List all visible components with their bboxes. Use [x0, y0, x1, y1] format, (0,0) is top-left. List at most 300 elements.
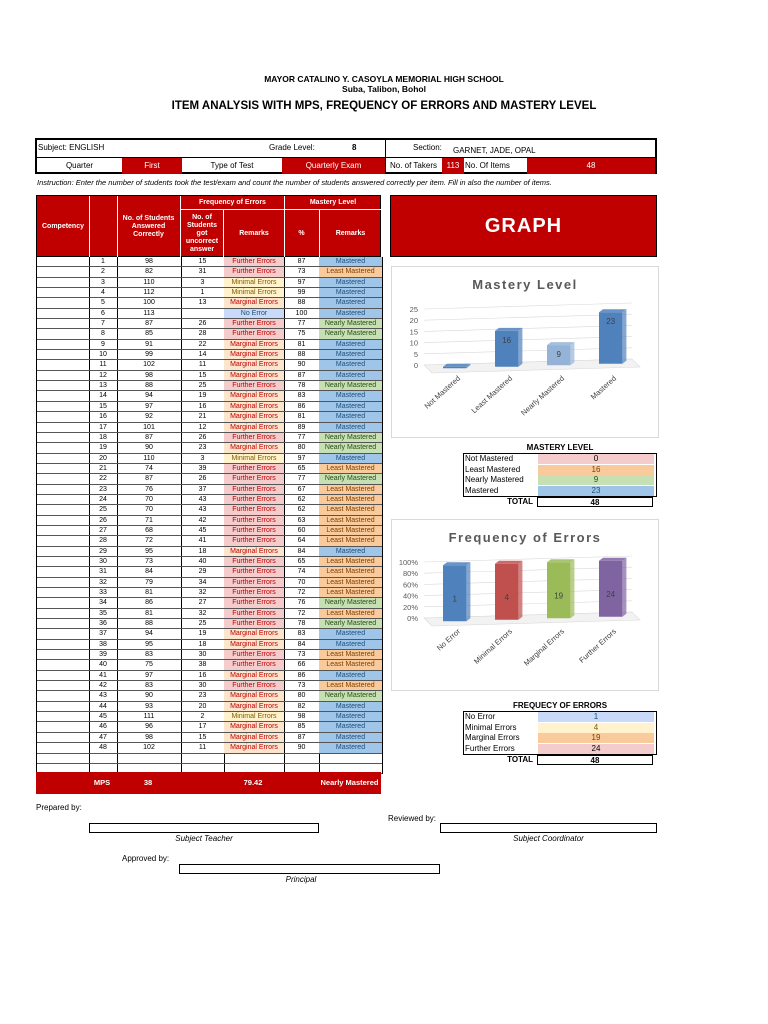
uncorrect-count-cell: 1	[181, 288, 225, 297]
percent-cell: 98	[284, 712, 320, 721]
summary-label: Mastered	[465, 485, 499, 495]
error-remarks-cell: Further Errors	[224, 505, 285, 514]
competency-cell	[37, 340, 90, 349]
percent-cell: 100	[284, 309, 320, 318]
bar-top	[443, 364, 470, 367]
instruction-text: Instruction: Enter the number of students took the test/exam and count the number of students answered correctly per item. Fill in also the number of items.	[37, 178, 552, 187]
x-tick-label: Further Errors	[577, 626, 619, 665]
mastery-remarks-cell: Mastered	[319, 278, 382, 287]
table-row	[37, 433, 382, 443]
y-tick-label: 20%	[402, 602, 418, 612]
competency-cell	[37, 309, 90, 318]
competency-cell	[37, 547, 90, 556]
mastery-remarks-cell: Mastered	[319, 350, 382, 359]
percent-cell: 87	[284, 257, 320, 266]
principal-signature-line[interactable]	[179, 864, 440, 874]
mastery-remarks-cell: Mastered	[319, 712, 382, 721]
summary-label: Nearly Mastered	[465, 475, 524, 484]
competency-cell	[37, 257, 90, 266]
percent-cell: 90	[284, 360, 320, 369]
correct-count-cell: 83	[117, 650, 182, 659]
summary-label: Further Errors	[465, 743, 515, 753]
frequency-chart	[391, 519, 659, 691]
table-row	[37, 567, 382, 577]
correct-count-cell: 90	[117, 443, 182, 452]
y-tick-label: 60%	[402, 580, 418, 590]
col-remarks: Remarks	[224, 209, 285, 258]
competency-cell	[37, 650, 90, 659]
bar-top	[495, 561, 522, 564]
table-row	[37, 629, 382, 639]
teacher-signature-line[interactable]	[89, 823, 319, 833]
correct-count-cell: 90	[117, 691, 182, 700]
error-remarks-cell: Marginal Errors	[224, 412, 285, 421]
correct-count-cell: 83	[117, 681, 182, 690]
data-label: 9	[556, 350, 561, 360]
percent-cell: 85	[284, 722, 320, 731]
percent-cell: 88	[284, 298, 320, 307]
table-row	[37, 288, 382, 298]
mastery-remarks-cell: Least Mastered	[319, 660, 382, 669]
competency-cell	[37, 464, 90, 473]
mastery-remarks-cell: Mastered	[319, 547, 382, 556]
mastery-remarks-cell: Mastered	[319, 257, 382, 266]
mastery-remarks-cell: Nearly Mastered	[319, 598, 382, 607]
error-remarks-cell: Marginal Errors	[224, 371, 285, 380]
group-frequency-errors: Frequency of Errors	[181, 196, 285, 210]
mastery-summary-title: MASTERY LEVEL	[526, 443, 594, 452]
bar	[495, 564, 518, 620]
percent-cell: 88	[284, 350, 320, 359]
errors-total-value: 48	[537, 755, 653, 765]
frequency-chart-svg	[392, 520, 658, 690]
uncorrect-count-cell: 43	[181, 495, 225, 504]
percent-cell: 81	[284, 412, 320, 421]
mastery-remarks-cell: Nearly Mastered	[319, 381, 382, 390]
item-number-cell: 7	[89, 319, 118, 328]
data-label: 4	[504, 592, 509, 602]
summary-label: No Error	[465, 712, 496, 721]
competency-cell	[37, 391, 90, 400]
uncorrect-count-cell: 22	[181, 340, 225, 349]
table-row	[37, 733, 382, 743]
summary-row	[464, 733, 656, 743]
subject-label: Subject: ENGLISH	[38, 143, 105, 152]
summary-label: Minimal Errors	[465, 722, 517, 732]
bar	[547, 562, 570, 618]
error-remarks-cell: Marginal Errors	[224, 702, 285, 711]
table-row	[37, 691, 382, 701]
item-number-cell: 5	[89, 298, 118, 307]
competency-cell	[37, 443, 90, 452]
uncorrect-count-cell: 40	[181, 557, 225, 566]
percent-cell: 83	[284, 629, 320, 638]
competency-cell	[37, 557, 90, 566]
mastery-remarks-cell: Mastered	[319, 640, 382, 649]
correct-count-cell: 87	[117, 474, 182, 483]
table-row	[37, 495, 382, 505]
graph-banner: GRAPH	[390, 195, 657, 257]
competency-cell	[37, 743, 90, 752]
percent-cell: 72	[284, 609, 320, 618]
table-row	[37, 309, 382, 319]
uncorrect-count-cell	[181, 309, 225, 318]
percent-cell: 86	[284, 402, 320, 411]
competency-cell	[37, 516, 90, 525]
summary-value: 9	[538, 475, 654, 485]
error-remarks-cell: Further Errors	[224, 609, 285, 618]
error-remarks-cell: Further Errors	[224, 267, 285, 276]
uncorrect-count-cell: 3	[181, 278, 225, 287]
mastery-chart-title: Mastery Level	[472, 277, 578, 292]
error-remarks-cell: Marginal Errors	[224, 743, 285, 752]
item-number-cell: 30	[89, 557, 118, 566]
error-remarks-cell: Marginal Errors	[224, 402, 285, 411]
competency-cell	[37, 702, 90, 711]
correct-count-cell: 93	[117, 702, 182, 711]
percent-cell: 65	[284, 464, 320, 473]
mastery-remarks-cell: Mastered	[319, 360, 382, 369]
competency-cell	[37, 505, 90, 514]
y-tick-label: 80%	[402, 569, 418, 579]
page-title: ITEM ANALYSIS WITH MPS, FREQUENCY OF ERRORS AND MASTERY LEVEL	[171, 100, 597, 112]
reviewed-by-label: Reviewed by:	[388, 814, 437, 823]
uncorrect-count-cell: 27	[181, 598, 225, 607]
uncorrect-count-cell: 15	[181, 733, 225, 742]
section-value: GARNET, JADE, OPAL	[453, 146, 536, 155]
item-number-cell: 12	[89, 371, 118, 380]
col-correct: No. of Students Answered Correctly	[117, 196, 181, 258]
competency-cell	[37, 288, 90, 297]
table-row	[37, 402, 382, 412]
bar	[443, 367, 466, 369]
table-row	[37, 267, 382, 277]
correct-count-cell: 95	[117, 547, 182, 556]
table-row	[37, 722, 382, 732]
correct-count-cell: 99	[117, 350, 182, 359]
item-number-cell: 37	[89, 629, 118, 638]
item-number-cell: 32	[89, 578, 118, 587]
mastery-remarks-cell: Mastered	[319, 671, 382, 680]
uncorrect-count-cell: 25	[181, 619, 225, 628]
mastery-remarks-cell: Least Mastered	[319, 267, 382, 276]
competency-cell	[37, 423, 90, 432]
mastery-remarks-cell: Least Mastered	[319, 536, 382, 545]
summary-label: Least Mastered	[465, 464, 521, 474]
data-label: 19	[554, 591, 564, 601]
bar-side	[622, 309, 626, 364]
error-remarks-cell: Further Errors	[224, 567, 285, 576]
table-row	[37, 454, 382, 464]
error-remarks-cell: Further Errors	[224, 650, 285, 659]
table-row	[37, 340, 382, 350]
x-tick-label: Minimal Errors	[472, 626, 515, 666]
frequency-chart-title: Frequency of Errors	[448, 530, 602, 545]
percent-cell: 87	[284, 733, 320, 742]
correct-count-cell: 91	[117, 340, 182, 349]
uncorrect-count-cell: 45	[181, 526, 225, 535]
correct-count-cell: 94	[117, 629, 182, 638]
item-number-cell: 39	[89, 650, 118, 659]
bar-top	[443, 562, 470, 565]
percent-cell: 60	[284, 526, 320, 535]
error-remarks-cell: Further Errors	[224, 381, 285, 390]
table-row	[37, 360, 382, 370]
data-label: 23	[606, 317, 616, 327]
item-number-cell: 19	[89, 443, 118, 452]
x-tick-label: No Error	[434, 626, 463, 653]
percent-cell: 62	[284, 505, 320, 514]
school-header	[0, 74, 768, 94]
mastery-remarks-cell: Nearly Mastered	[319, 619, 382, 628]
summary-value: 0	[538, 454, 654, 464]
item-number-cell: 27	[89, 526, 118, 535]
uncorrect-count-cell: 18	[181, 640, 225, 649]
gridline	[424, 303, 632, 309]
y-tick-label: 5	[413, 349, 418, 359]
percent-cell: 75	[284, 329, 320, 338]
error-remarks-cell: Marginal Errors	[224, 391, 285, 400]
mastery-remarks-cell: Least Mastered	[319, 526, 382, 535]
uncorrect-count-cell: 19	[181, 629, 225, 638]
mastery-remarks-cell: Mastered	[319, 454, 382, 463]
mastery-remarks-cell: Least Mastered	[319, 567, 382, 576]
item-number-cell: 31	[89, 567, 118, 576]
item-number-cell: 13	[89, 381, 118, 390]
correct-count-cell: 94	[117, 391, 182, 400]
bar-side	[466, 562, 470, 621]
uncorrect-count-cell	[181, 754, 225, 763]
summary-row	[464, 486, 656, 496]
competency-cell	[37, 412, 90, 421]
percent-cell: 77	[284, 433, 320, 442]
competency-cell	[37, 629, 90, 638]
percent-cell: 76	[284, 598, 320, 607]
mastery-remarks-cell: Mastered	[319, 629, 382, 638]
uncorrect-count-cell: 37	[181, 485, 225, 494]
percent-cell: 73	[284, 267, 320, 276]
error-remarks-cell: Further Errors	[224, 329, 285, 338]
mastery-remarks-cell: Mastered	[319, 371, 382, 380]
y-tick-label: 15	[409, 327, 418, 337]
correct-count-cell: 88	[117, 619, 182, 628]
mastery-remarks-cell: Least Mastered	[319, 505, 382, 514]
table-row	[37, 474, 382, 484]
error-remarks-cell: Marginal Errors	[224, 360, 285, 369]
percent-cell: 78	[284, 381, 320, 390]
error-remarks-cell: Marginal Errors	[224, 350, 285, 359]
competency-cell	[37, 454, 90, 463]
competency-cell	[37, 485, 90, 494]
summary-value: 16	[538, 465, 654, 475]
uncorrect-count-cell: 29	[181, 567, 225, 576]
correct-count-cell: 110	[117, 454, 182, 463]
error-remarks-cell: Minimal Errors	[224, 288, 285, 297]
mastery-remarks-cell: Least Mastered	[319, 485, 382, 494]
correct-count-cell: 96	[117, 722, 182, 731]
summary-row	[464, 744, 656, 754]
summary-value: 24	[538, 744, 654, 754]
subject-teacher-caption: Subject Teacher	[175, 834, 233, 843]
uncorrect-count-cell: 3	[181, 454, 225, 463]
test-value: Quarterly Exam	[282, 158, 385, 174]
correct-count-cell: 111	[117, 712, 182, 721]
error-remarks-cell: Further Errors	[224, 536, 285, 545]
uncorrect-count-cell: 15	[181, 371, 225, 380]
bar-side	[570, 559, 574, 618]
uncorrect-count-cell: 2	[181, 712, 225, 721]
mastery-total-label: TOTAL	[507, 497, 533, 506]
percent-cell: 87	[284, 371, 320, 380]
uncorrect-count-cell: 26	[181, 474, 225, 483]
item-number-cell: 45	[89, 712, 118, 721]
items-label: No. Of Items	[465, 161, 510, 170]
table-row	[37, 557, 382, 567]
error-remarks-cell: Further Errors	[224, 619, 285, 628]
competency-cell	[37, 640, 90, 649]
col-competency: Competency	[37, 196, 90, 258]
error-remarks-cell: Marginal Errors	[224, 640, 285, 649]
bar	[443, 565, 466, 621]
competency-cell	[37, 609, 90, 618]
item-number-cell: 10	[89, 350, 118, 359]
coordinator-signature-line[interactable]	[440, 823, 657, 833]
percent-cell: 72	[284, 588, 320, 597]
item-number-cell	[89, 754, 118, 763]
uncorrect-count-cell: 18	[181, 547, 225, 556]
item-number-cell: 9	[89, 340, 118, 349]
uncorrect-count-cell: 20	[181, 702, 225, 711]
mastery-remarks-cell: Nearly Mastered	[319, 474, 382, 483]
competency-cell	[37, 733, 90, 742]
subject-coordinator-caption: Subject Coordinator	[513, 834, 584, 843]
competency-cell	[37, 578, 90, 587]
uncorrect-count-cell: 32	[181, 588, 225, 597]
uncorrect-count-cell: 19	[181, 391, 225, 400]
correct-count-cell: 87	[117, 433, 182, 442]
item-number-cell: 6	[89, 309, 118, 318]
mastery-remarks-cell: Least Mastered	[319, 650, 382, 659]
table-row	[37, 516, 382, 526]
error-remarks-cell: Marginal Errors	[224, 423, 285, 432]
item-number-cell: 15	[89, 402, 118, 411]
data-label: 16	[502, 335, 512, 345]
uncorrect-count-cell: 41	[181, 536, 225, 545]
percent-cell: 65	[284, 557, 320, 566]
mastery-remarks-cell: Least Mastered	[319, 557, 382, 566]
mastery-remarks-cell: Nearly Mastered	[319, 329, 382, 338]
x-tick-label: Least Mastered	[469, 373, 515, 416]
item-number-cell: 24	[89, 495, 118, 504]
uncorrect-count-cell: 15	[181, 257, 225, 266]
school-name: MAYOR CATALINO Y. CASOYLA MEMORIAL HIGH SCHOOL	[264, 74, 504, 84]
uncorrect-count-cell: 14	[181, 350, 225, 359]
uncorrect-count-cell: 11	[181, 360, 225, 369]
competency-cell	[37, 329, 90, 338]
percent-cell: 67	[284, 485, 320, 494]
mastery-remarks-cell: Mastered	[319, 423, 382, 432]
takers-value: 113	[442, 158, 464, 174]
uncorrect-count-cell: 31	[181, 267, 225, 276]
summary-row	[464, 454, 656, 464]
uncorrect-count-cell: 26	[181, 319, 225, 328]
item-number-cell: 20	[89, 454, 118, 463]
competency-cell	[37, 360, 90, 369]
error-remarks-cell: Minimal Errors	[224, 278, 285, 287]
bar-top	[599, 558, 626, 561]
correct-count-cell: 76	[117, 485, 182, 494]
error-remarks-cell: Further Errors	[224, 578, 285, 587]
table-row	[37, 381, 382, 391]
correct-count-cell: 70	[117, 495, 182, 504]
correct-count-cell: 98	[117, 733, 182, 742]
percent-cell: 66	[284, 660, 320, 669]
correct-count-cell: 102	[117, 360, 182, 369]
error-remarks-cell: Further Errors	[224, 660, 285, 669]
item-number-cell: 35	[89, 609, 118, 618]
uncorrect-count-cell: 30	[181, 650, 225, 659]
percent-cell: 64	[284, 536, 320, 545]
percent-cell: 90	[284, 743, 320, 752]
competency-cell	[37, 402, 90, 411]
error-remarks-cell: Further Errors	[224, 257, 285, 266]
info-box	[35, 138, 657, 174]
bar-side	[518, 561, 522, 620]
correct-count-cell: 79	[117, 578, 182, 587]
item-number-cell: 29	[89, 547, 118, 556]
table-row	[37, 660, 382, 670]
col-uncorrect: No. of Students got uncorrect answer	[181, 209, 224, 258]
error-remarks-cell: Marginal Errors	[224, 340, 285, 349]
percent-cell: 73	[284, 650, 320, 659]
percent-cell: 89	[284, 423, 320, 432]
uncorrect-count-cell: 11	[181, 743, 225, 752]
item-number-cell: 1	[89, 257, 118, 266]
uncorrect-count-cell: 32	[181, 609, 225, 618]
competency-cell	[37, 671, 90, 680]
uncorrect-count-cell: 16	[181, 402, 225, 411]
uncorrect-count-cell: 25	[181, 381, 225, 390]
error-remarks-cell: Further Errors	[224, 557, 285, 566]
y-tick-label: 25	[409, 305, 418, 314]
y-tick-label: 40%	[402, 591, 418, 601]
table-row	[37, 650, 382, 660]
percent-cell: 70	[284, 578, 320, 587]
x-tick-label: Marginal Errors	[521, 626, 567, 668]
y-tick-label: 10	[409, 338, 418, 348]
item-number-cell: 33	[89, 588, 118, 597]
error-remarks-cell: No Error	[224, 309, 285, 318]
col-mastery-remarks: Remarks	[335, 229, 366, 237]
table-row	[37, 578, 382, 588]
uncorrect-count-cell: 21	[181, 412, 225, 421]
percent-cell: 78	[284, 619, 320, 628]
takers-label: No. of Takers	[390, 161, 437, 170]
table-header	[36, 195, 381, 257]
uncorrect-count-cell: 17	[181, 722, 225, 731]
correct-count-cell: 113	[117, 309, 182, 318]
summary-value: 1	[538, 712, 654, 722]
table-row	[37, 619, 382, 629]
x-tick-label: Mastered	[588, 373, 619, 402]
mastery-remarks-cell: Least Mastered	[319, 495, 382, 504]
competency-cell	[37, 754, 90, 763]
item-number-cell: 23	[89, 485, 118, 494]
table-row	[37, 278, 382, 288]
mastery-remarks-cell: Least Mastered	[319, 681, 382, 690]
table-row	[37, 712, 382, 722]
mps-remarks: Nearly Mastered	[320, 778, 379, 787]
